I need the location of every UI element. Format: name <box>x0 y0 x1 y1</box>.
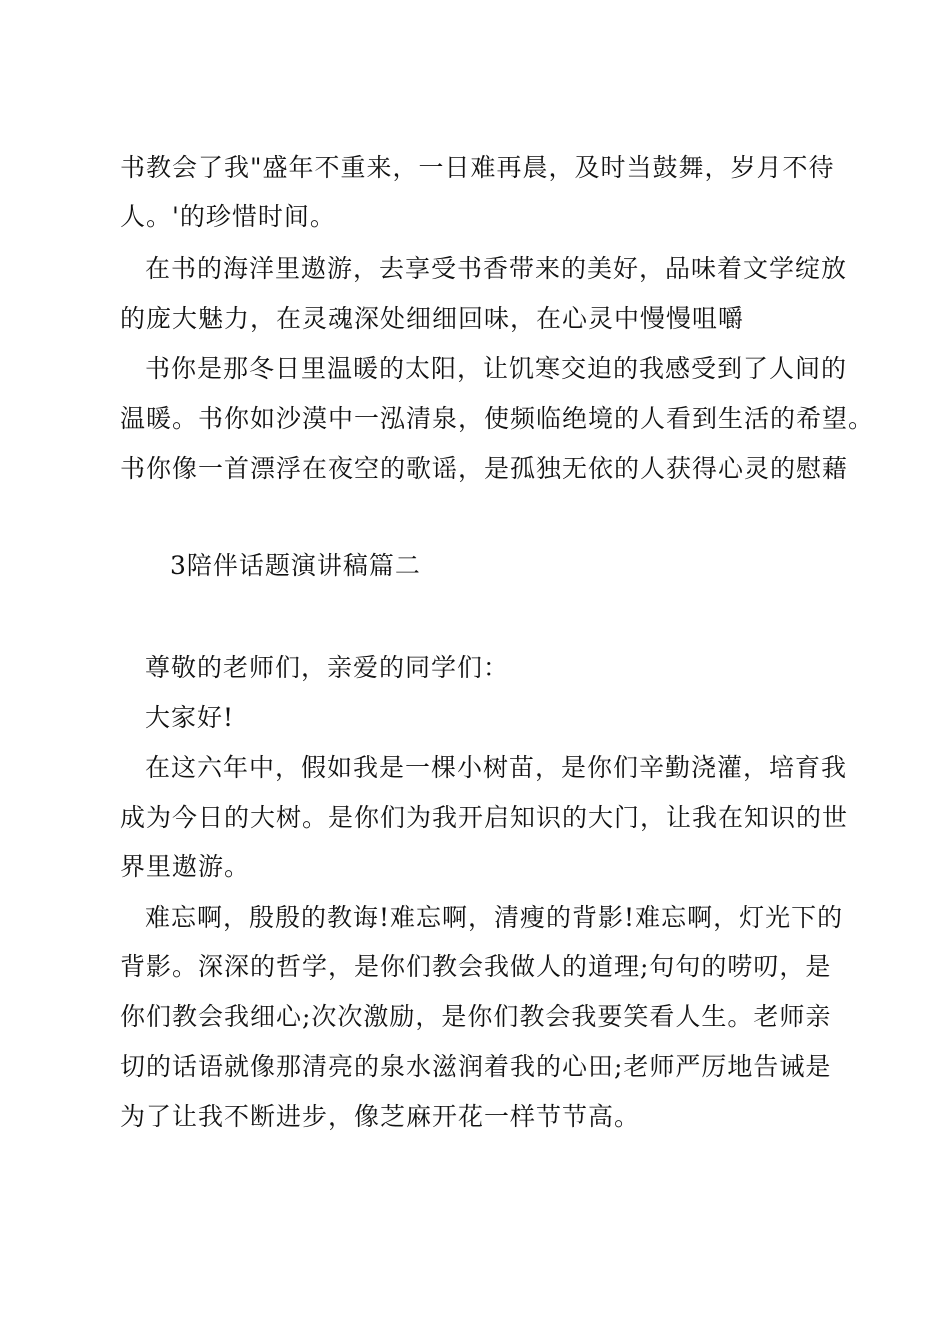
paragraph-start: 在这六年中，假如我是一棵小树苗，是你们辛勤浇灌，培育我 <box>145 753 848 782</box>
text-line: 书教会了我"盛年不重来，一日难再晨，及时当鼓舞，岁月不待 <box>120 153 835 182</box>
paragraph-start: 书你是那冬日里温暖的太阳，让饥寒交迫的我感受到了人间的 <box>145 354 848 383</box>
paragraph-start: 在书的海洋里遨游，去享受书香带来的美好，品味着文学绽放 <box>145 254 848 283</box>
greeting: 大家好! <box>145 703 235 732</box>
paragraph-start: 难忘啊，殷殷的教诲!难忘啊，清瘦的背影!难忘啊，灯光下的 <box>145 903 844 932</box>
text-line: 成为今日的大树。是你们为我开启知识的大门，让我在知识的世 <box>120 803 849 832</box>
text-line: 背影。深深的哲学，是你们教会我做人的道理;句句的唠叨，是 <box>120 952 832 981</box>
text-line: 书你像一首漂浮在夜空的歌谣，是孤独无依的人获得心灵的慰藉 <box>120 454 849 483</box>
text-line: 你们教会我细心;次次激励，是你们教会我要笑看人生。老师亲 <box>120 1002 832 1031</box>
text-line: 切的话语就像那清亮的泉水滋润着我的心田;老师严厉地告诫是 <box>120 1052 832 1081</box>
text-line: 的庞大魅力，在灵魂深处细细回味，在心灵中慢慢咀嚼 <box>120 304 745 333</box>
salutation: 尊敬的老师们，亲爱的同学们： <box>145 653 510 682</box>
text-line: 人。'的珍惜时间。 <box>120 202 336 231</box>
text-line: 为了让我不断进步，像芝麻开花一样节节高。 <box>120 1102 641 1131</box>
text-line: 界里遨游。 <box>120 852 251 881</box>
section-heading: 3陪伴话题演讲稿篇二 <box>170 551 421 580</box>
text-line: 温暖。书你如沙漠中一泓清泉，使频临绝境的人看到生活的希望。 <box>120 404 875 433</box>
